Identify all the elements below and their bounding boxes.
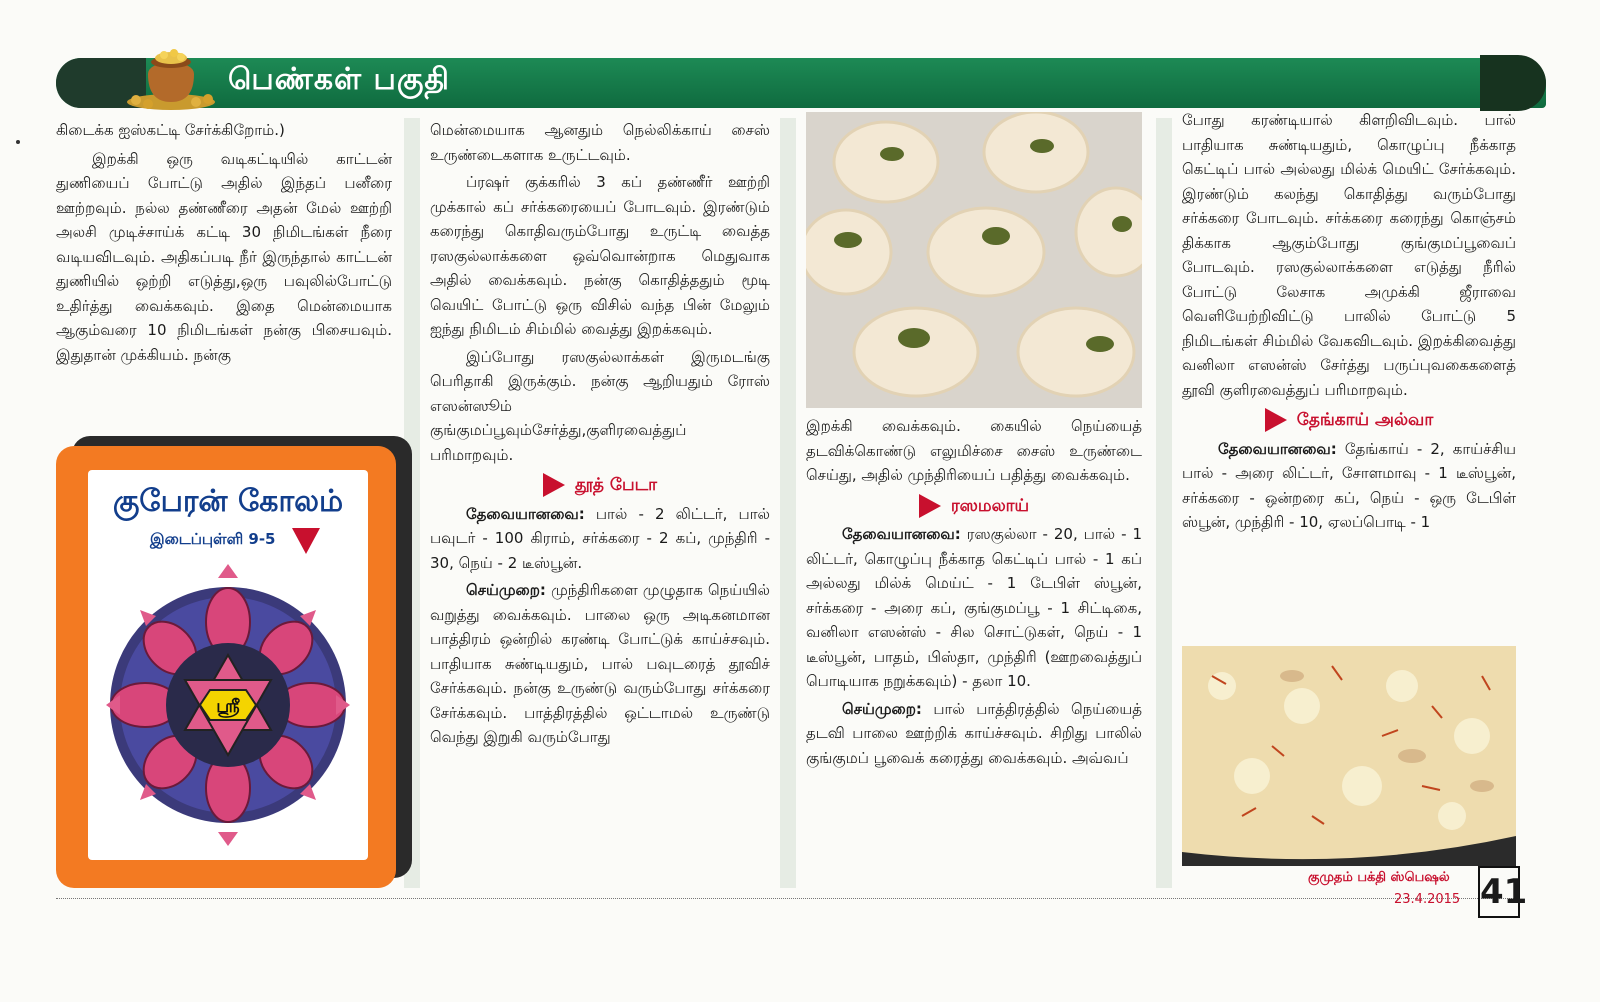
ingredients-text: ரஸகுல்லா - 20, பால் - 1 லிட்டர், கொழுப்பு நீக்காத கெட்டிப் பால் - 1 கப் அல்லது மில்க் மெய்ட் - 1 டேபிள் ஸ்பூன், சர்க்கரை - அரை கப், குங்குமப்பூ - 1 சிட்டிகை, வனிலா எஸன்ஸ் - சில சொட்டுகள், நெய் - 1 டீஸ்பூன், பாதம், பிஸ்தா, முந்திரி (ஊறவைத்துப் பொடியாக நறுக்கவும்) - தலா 10. [806,525,1142,690]
ingredients-text: தேங்காய் - 2, காய்ச்சிய பால் - அரை லிட்டர், சோளமாவு - 1 டீஸ்பூன், சர்க்கரை - ஒன்றரை கப், நெய் - ஒரு டேபிள் ஸ்பூன், முந்திரி - 10, ஏலப்பொடி - 1 [1182,439,1516,531]
triangle-arrow-icon [543,473,565,497]
triangle-arrow-icon [1265,408,1287,432]
footer-brand: குமுதம் பக்தி ஸ்பெஷல் [1308,870,1450,885]
gold-pot-icon [126,44,216,110]
method-text: முந்திரிகளை முழுதாக நெய்யில் வறுத்து வைக்கவும். பாலை ஒரு அடிகனமான பாத்திரம் ஒன்றில் கரண்டி போட்டுக் காய்ச்சவும். பாதியாக சுண்டியதும், பால் பவுடரைத் தூவிச் சேர்க்கவும். நன்கு உருண்டு வரும்போது சர்க்கரை சேர்க்கவும். பாத்திரத்தில் ஒட்டாமல் உருண்டு வெந்து இறுகி வரும்போது [430,581,770,746]
column-2 [430,118,770,750]
recipe-title: ரஸமலாய் [950,495,1030,516]
page-section-title: பெண்கள் பகுதி [228,62,450,97]
recipe-title: தேங்காய் அல்வா [1296,410,1434,430]
column-gutter [1156,118,1172,888]
recipe-heading-coconut-halwa [1182,408,1516,433]
ingredients-label: தேவையானவை: [1218,439,1337,458]
triangle-arrow-icon [292,528,320,554]
recipe-title: தூத் பேடா [574,475,658,495]
paragraph: இறக்கி வைக்கவும். கையில் நெய்யைத் தடவிக்கொண்டு எலுமிச்சை சைஸ் உருண்டை செய்து, அதில் முந்திரியைப் பதித்து வைக்கவும். [806,417,1142,484]
page-number: 41 [1478,866,1520,918]
kolam-subtitle: இடைப்புள்ளி 9-5 [150,530,276,548]
column-4 [1182,108,1516,535]
paragraph: மென்மையாக ஆனதும் நெல்லிக்காய் சைஸ் உருண்டைகளாக உருட்டவும். [430,121,770,164]
column-gutter [780,118,796,888]
header-right-cap [1480,55,1546,111]
footer-date: 23.4.2015 [1394,892,1461,907]
kolam-center-text: ஸ்ரீ [216,696,240,717]
paragraph: இறக்கி ஒரு வடிகட்டியில் காட்டன் துணியைப் போட்டு அதில் இந்தப் பனீரை ஊற்றவும். நல்ல தண்ணீரை அதன் மேல் ஊற்றி அலசி முடிச்சாய்க் கட்டி 30 நிமிடங்கள் நீரை வடியவிடவும். அதிகப்படி நீர் இருந்தால் காட்டன் துணியில் ஒற்றி எடுத்து,ஒரு பவுலில்போட்டு உதிர்த்து வைக்கவும். இதை மென்மையாக ஆகும்வரை 10 நிமிடங்கள் நன்கு பிசையவும். இதுதான் முக்கியம். நன்கு [56,149,392,364]
margin-dot [16,140,20,144]
ingredients-label: தேவையானவை: [842,525,961,543]
column-1 [56,118,392,367]
halwa-photo [1182,646,1516,866]
ingredients-label: தேவையானவை: [466,504,585,523]
paragraph: ப்ரஷர் குக்கரில் 3 கப் தண்ணீர் ஊற்றி முக்கால் கப் சர்க்கரையைப் போடவும். இரண்டும் கரைந்து கொதிவரும்போது உருட்டி வைத்த ரஸகுல்லாக்களை ஒவ்வொன்றாக மெதுவாக அதில் வைக்கவும். நன்கு கொதித்ததும் மூடி வெயிட் போட்டு ஒரு விசில் வந்த பின் மேலும் ஐந்து நிமிடம் சிம்மில் வைத்து இறக்கவும். [430,173,770,338]
peda-photo [806,112,1142,408]
paragraph: இப்போது ரஸகுல்லாக்கள் இருமடங்கு பெரிதாகி இருக்கும். நன்கு ஆறியதும் ரோஸ் எஸன்ஸூம் குங்குமப்பூவும்சேர்த்து,குளிரவைத்துப் பரிமாறவும். [430,347,770,464]
column-3 [806,414,1142,770]
kolam-drawing [100,560,356,860]
paragraph: கிடைக்க ஐஸ்கட்டி சேர்க்கிறோம்.) [56,121,285,139]
recipe-heading-doodh-peda [430,473,770,498]
kolam-title: குபேரன் கோலம் [112,484,344,519]
ingredients-text: பால் - 2 லிட்டர், பால் பவுடர் - 100 கிராம், சர்க்கரை - 2 கப், முந்திரி - 30, நெய் - 2 டீஸ்பூன். [430,504,770,572]
paragraph: போது கரண்டியால் கிளறிவிடவும். பால் பாதியாக சுண்டியதும், கொழுப்பு நீக்காத கெட்டிப் பால் அல்லது மில்க் மெயிட் சேர்க்கவும். இரண்டும் கலந்து கொதித்து வரும்போது சர்க்கரை போடவும். சர்க்கரை கரைந்து கொஞ்சம் திக்காக ஆகும்போது குங்குமப்பூவைப் போடவும். ரஸகுல்லாக்களை எடுத்து நீரில் போட்டு லேசாக அமுக்கி ஜீராவை வெளியேற்றிவிட்டு பாலில் போட்டு 5 நிமிடங்கள் சிம்மில் வேகவிடவும். இறக்கிவைத்து வனிலா எஸன்ஸ் சேர்த்து பருப்புவகைகளைத் தூவி குளிரவைத்துப் பரிமாறவும். [1182,111,1516,399]
footer-rule [56,898,1516,899]
method-label: செய்முறை: [842,699,922,718]
recipe-heading-rasmalai [806,494,1142,519]
method-text: பால் பாத்திரத்தில் நெய்யைத் தடவி பாலை ஊற்றிக் காய்ச்சவும். சிறிது பாலில் குங்குமப் பூவைக் கரைத்து வைக்கவும். அவ்வப் [806,699,1142,767]
triangle-arrow-icon [919,494,941,518]
method-label: செய்முறை: [466,581,546,599]
